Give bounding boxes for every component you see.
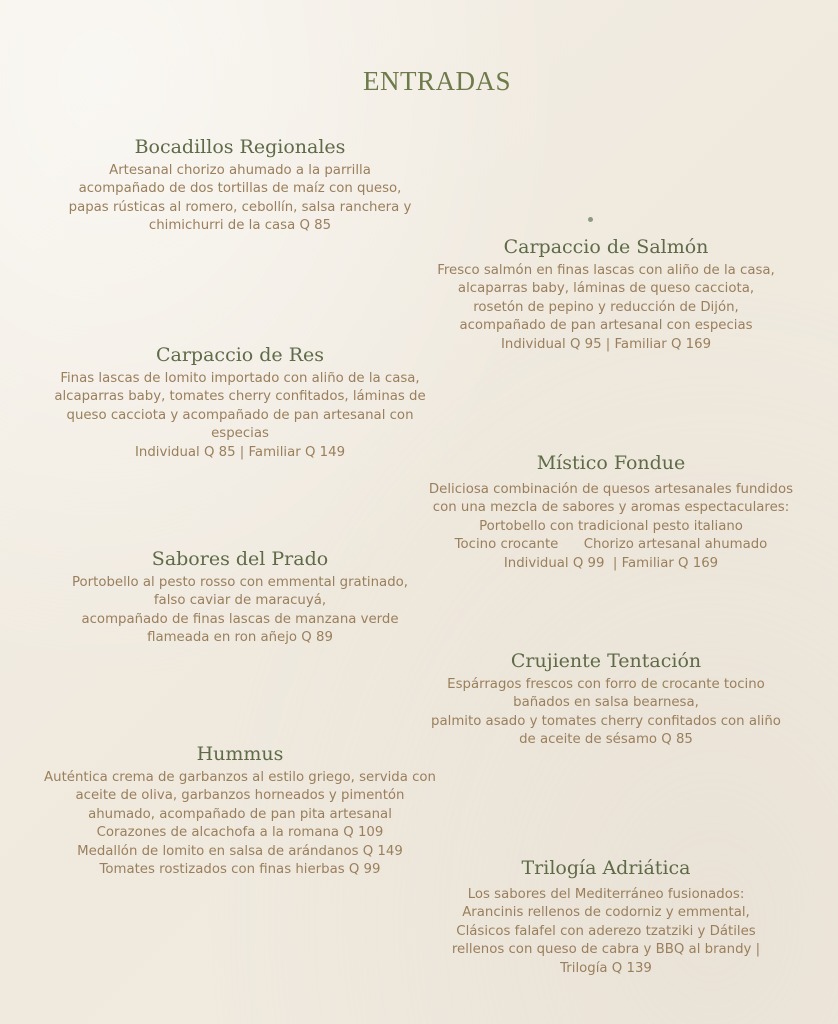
menu-item-mistico-fondue: [396, 451, 826, 573]
item-line: acompañado de dos tortillas de maíz con queso,: [78, 181, 402, 197]
item-line: Artesanal chorizo ahumado a la parrilla: [109, 163, 371, 178]
item-line-price: Individual Q 95 | Familiar Q 169: [500, 336, 712, 352]
item-line: Clásicos falafel con aderezo tzatziki y Dátiles: [456, 923, 756, 939]
item-line-price: Corazones de alcachofa a la romana Q 109: [96, 825, 384, 841]
item-line: especias: [211, 426, 269, 442]
item-line: Portobello al pesto rosso con emmental gratinado,: [71, 575, 408, 590]
item-description: [30, 574, 450, 648]
menu-item-bocadillos-regionales: [30, 135, 450, 236]
item-description: [396, 481, 826, 573]
item-line: Los sabores del Mediterráneo fusionados:: [467, 887, 745, 902]
item-line-price: Individual Q 99 | Familiar Q 169: [503, 555, 719, 571]
item-name: Carpaccio de Res: [155, 344, 325, 366]
item-name: Místico Fondue: [536, 452, 686, 474]
item-line-price: Tomates rostizados con finas hierbas Q 99: [99, 862, 381, 878]
item-line-price: chimichurri de la casa Q 85: [148, 218, 332, 234]
item-name: Hummus: [196, 743, 284, 765]
item-line: alcaparras baby, láminas de queso cacciota,: [457, 281, 755, 297]
item-description: [30, 162, 450, 236]
item-line: rellenos con queso de cabra y BBQ al brandy |: [451, 942, 761, 958]
item-line: falso caviar de maracuyá,: [153, 593, 327, 609]
item-line: papas rústicas al romero, cebollín, salsa ranchera y: [68, 199, 412, 215]
item-line-price: Trilogía Q 139: [560, 960, 652, 976]
item-description: [396, 262, 816, 354]
item-line: Espárragos frescos con forro de crocante tocino: [447, 677, 765, 692]
item-line-price: Medallón de lomito en salsa de arándanos Q 149: [77, 843, 403, 859]
item-line: ahumado, acompañado de pan pita artesanal: [88, 806, 392, 822]
item-line: acompañado de pan artesanal con especias: [459, 318, 753, 334]
item-name: Carpaccio de Salmón: [503, 236, 709, 258]
item-description: [25, 370, 455, 462]
menu-item-sabores-del-prado: [30, 547, 450, 648]
item-line: Fresco salmón en finas lascas con aliño de la casa,: [437, 263, 775, 278]
item-description: [396, 886, 816, 978]
item-line: alcaparras baby, tomates cherry confitados, láminas de: [54, 389, 426, 405]
item-line: Portobello con tradicional pesto italiano: [479, 518, 743, 534]
item-line: queso cacciota y acompañado de pan artesanal con: [66, 407, 414, 423]
menu-item-crujiente-tentacion: [396, 649, 816, 750]
item-line: acompañado de finas lascas de manzana verde: [81, 611, 399, 627]
decorative-dot: [588, 217, 593, 222]
item-line: Deliciosa combinación de quesos artesanales fundidos: [428, 482, 794, 497]
item-line-price: Individual Q 85 | Familiar Q 149: [134, 444, 346, 460]
item-name: Trilogía Adriática: [521, 857, 691, 879]
item-line: bañados en salsa bearnesa,: [513, 695, 699, 711]
page-title: ENTRADAS: [362, 66, 511, 96]
item-line-price: flameada en ron añejo Q 89: [147, 630, 333, 646]
menu-item-carpaccio-res: [25, 343, 455, 462]
menu-item-carpaccio-salmon: [396, 235, 816, 354]
item-line: con una mezcla de sabores y aromas espectaculares:: [432, 500, 790, 516]
item-line: Arancinis rellenos de codorniz y emmental,: [462, 905, 750, 921]
item-line: Tocino crocante Chorizo artesanal ahumado: [454, 537, 768, 553]
item-line: rosetón de pepino y reducción de Dijón,: [473, 299, 739, 315]
item-line: aceite de oliva, garbanzos horneados y pimentón: [75, 788, 405, 804]
item-line: Auténtica crema de garbanzos al estilo griego, servida con: [44, 770, 436, 785]
item-line: palmito asado y tomates cherry confitados con aliño: [431, 713, 781, 729]
item-line: Finas lascas de lomito importado con aliño de la casa,: [60, 371, 420, 386]
item-description: [396, 676, 816, 750]
item-name: Crujiente Tentación: [510, 650, 702, 672]
menu-item-trilogia-adriatica: [396, 856, 816, 978]
item-name: Sabores del Prado: [151, 548, 329, 570]
item-line-price: de aceite de sésamo Q 85: [519, 732, 693, 748]
item-name: Bocadillos Regionales: [134, 136, 346, 158]
